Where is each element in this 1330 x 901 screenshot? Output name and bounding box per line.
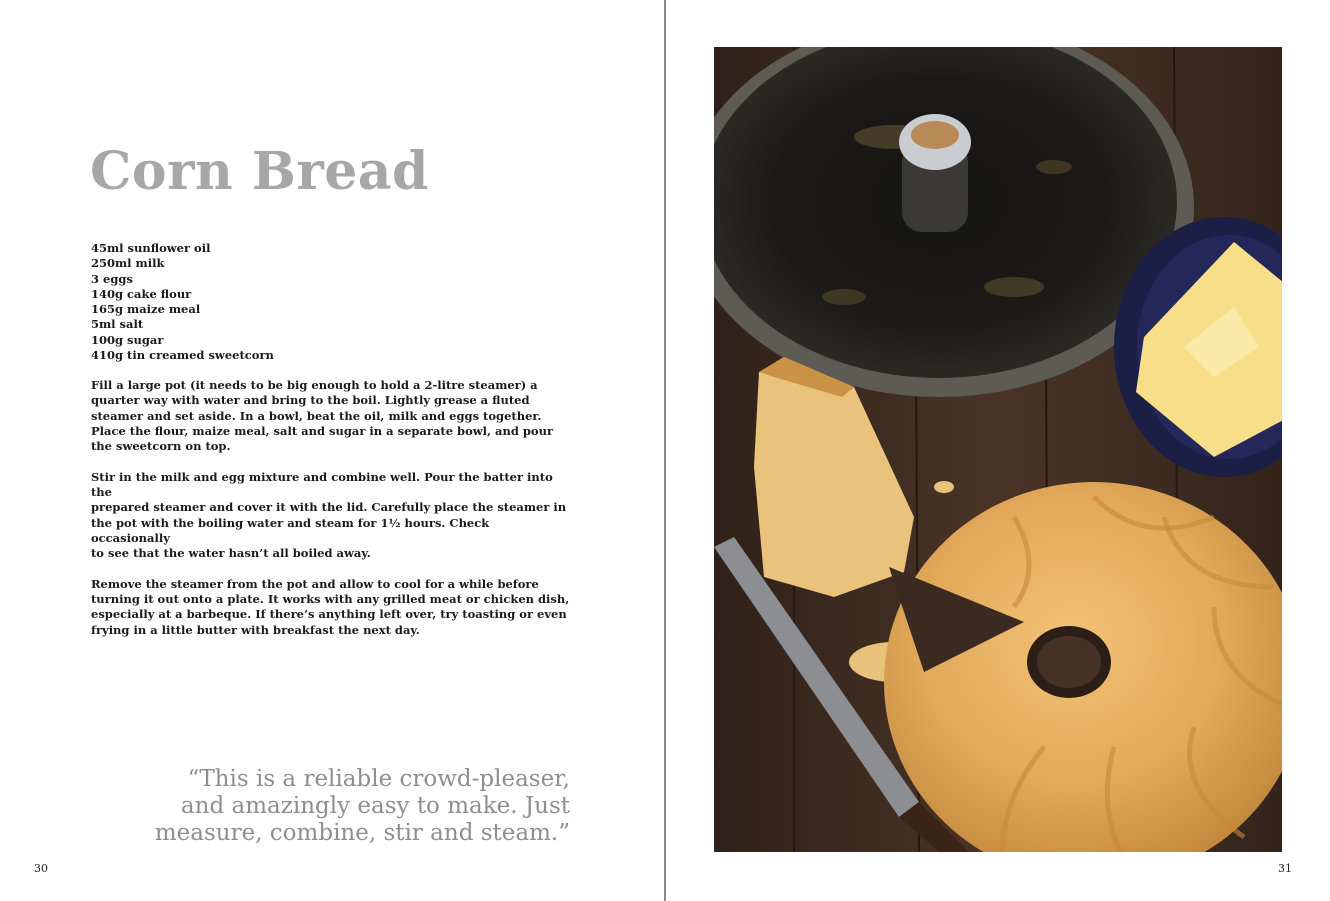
right-page bbox=[666, 0, 1330, 901]
ingredient-item: 45ml sunflower oil bbox=[91, 241, 211, 255]
ingredient-item: 165g maize meal bbox=[91, 302, 201, 317]
ingredient-item: 100g sugar bbox=[91, 332, 164, 347]
recipe-title: Corn Bread bbox=[90, 141, 429, 202]
ingredient-item: 5ml salt bbox=[91, 317, 144, 332]
left-page bbox=[0, 0, 664, 901]
method-text bbox=[91, 378, 571, 653]
pull-quote: “This is a reliable crowd-pleaser, and amazingly easy to make. Just measure, combine, stir and steam.” bbox=[154, 766, 570, 846]
corn-bread-photo bbox=[714, 47, 1282, 852]
page-number-left: 30 bbox=[34, 862, 48, 875]
method-paragraph: Stir in the milk and egg mixture and combine well. Pour the batter into the prepared steamer and cover it with the lid. Carefully place the steamer in the pot with the boiling water and steam for 1½ hours. Check occasionally to see that the water hasn’t all boiled away. bbox=[91, 469, 567, 561]
ingredients-list bbox=[91, 241, 274, 363]
page-number-right: 31 bbox=[1278, 862, 1292, 875]
ingredient-item: 410g tin creamed sweetcorn bbox=[91, 348, 274, 363]
ingredient-item: 3 eggs bbox=[91, 271, 133, 286]
method-paragraph: Remove the steamer from the pot and allow to cool for a while before turning it out onto a plate. It works with any grilled meat or chicken dish, especially at a barbeque. If there’s anything left over, try toasting or even frying in a little butter with breakfast the next day. bbox=[91, 576, 570, 637]
ingredient-item: 250ml milk bbox=[91, 256, 165, 271]
method-paragraph: Fill a large pot (it needs to be big enough to hold a 2-litre steamer) a quarter way with water and bring to the boil. Lightly grease a fluted steamer and set aside. In a bowl, beat the oil, milk and eggs together. Place the flour, maize meal, salt and sugar in a separate bowl, and pour the sweetcorn on top. bbox=[91, 378, 554, 454]
photo-illustration bbox=[714, 47, 1282, 852]
ingredient-item: 140g cake flour bbox=[91, 286, 192, 301]
